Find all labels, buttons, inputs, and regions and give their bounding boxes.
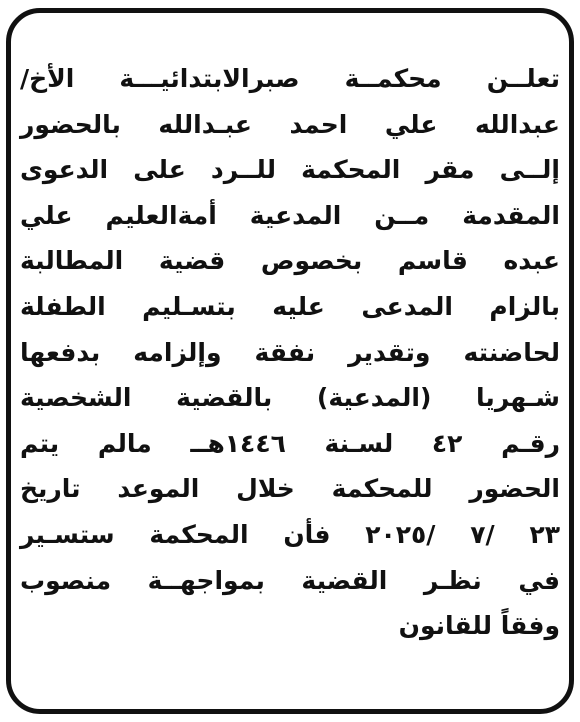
notice-line-11: ٢٣ /٧ /٢٠٢٥ فأن المحكمة ستسـير [20,519,560,549]
notice-line-6: بالزام المدعى عليه بتسـليم الطفلة [20,291,560,321]
notice-body [20,56,560,649]
notice-line-3: إلــى مقر المحكمة للــرد على الدعوى [20,155,560,185]
notice-line-10: الحضور للمحكمة خلال الموعد تاريخ [20,474,560,504]
notice-line-13: وفقاً للقانون [398,611,560,641]
notice-line-2: عبدالله علي احمد عبـدالله بالحضور [20,109,560,139]
notice-line-9: رقـم ٤٢ لسـنة ١٤٤٦هــ مالم يتم [20,428,560,458]
notice-line-5: عبده قاسم بخصوص قضية المطالبة [20,246,560,276]
notice-line-7: لحاضنته وتقدير نفقة وإلزامه بدفعها [20,337,560,367]
notice-line-4: المقدمة مــن المدعية أمةالعليم علي [20,200,560,230]
notice-line-8: شـهريا (المدعية) بالقضية الشخصية [20,383,560,413]
notice-line-12: في نظـر القضية بمواجهــة منصوب [20,565,560,595]
notice-line-1: تعلــن محكمــة صبرالابتدائيـــة الأخ/ [20,64,560,93]
